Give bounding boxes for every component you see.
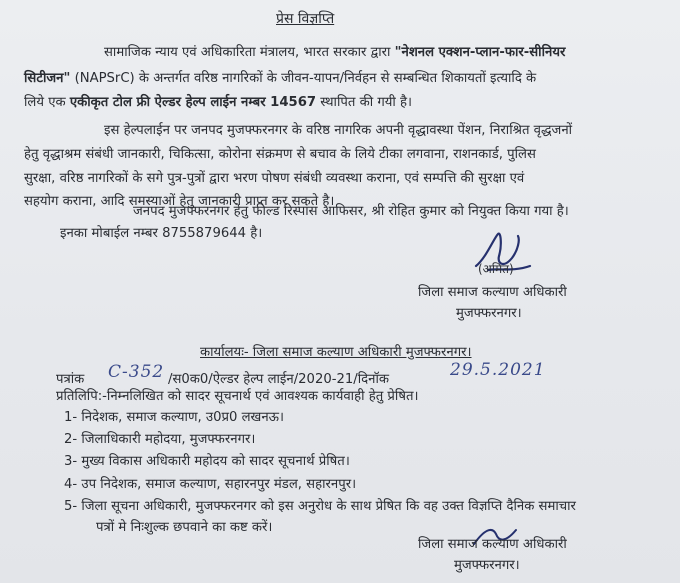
para1-line1-text: सामाजिक न्याय एवं अधिकारिता मंत्रालय, भारत सरकार द्वारा: [104, 45, 395, 60]
para1-line3-post: स्थापित की गयी है।: [316, 95, 412, 110]
helpline-number: एकीकृत टोल फ्री ऐल्डर हेल्प लाईन नम्बर 14567: [69, 95, 317, 110]
para2-line4: सहयोग कराना, आदि समस्याओं हेतु जानकारी प्राप्त कर सकते है।: [24, 194, 335, 209]
signature-name: (अमित): [478, 262, 514, 276]
scheme-name: "नेशनल एक्शन-प्लान-फार-सीनियर: [394, 45, 566, 60]
signatory-designation: जिला समाज कल्याण अधिकारी: [418, 285, 567, 300]
para1-line3: [24, 94, 412, 112]
para2-line2: हेतु वृद्धाश्रम संबंधी जानकारी, चिकित्सा, कोरोना संक्रमण से बचाव के लिये टीका लगवाना, राशनकार्ड, पुलिस: [24, 147, 536, 162]
para1-line2: [24, 70, 536, 88]
reference-text: /स0क0/ऐल्डर हेल्प लाईन/2020-21/दिनॉक: [168, 372, 389, 387]
signatory-place-2: मुजफ्फरनगर।: [454, 558, 520, 573]
scheme-name-cont: सिटीजन": [24, 71, 71, 86]
recipient-item-cont: पत्रों मे निःशुल्क छपवाने का कष्ट करें।: [96, 520, 273, 535]
reference-number-handwritten: C-352: [108, 362, 165, 382]
office-title: कार्यालयः- जिला समाज कल्याण अधिकारी मुजफ्फरनगर।: [200, 345, 472, 360]
date-handwritten: 29.5.2021: [450, 360, 546, 380]
press-release-title: प्रेस विज्ञप्ति: [276, 11, 335, 27]
recipient-item: 4- उप निदेशक, समाज कल्याण, सहारनपुर मंडल, सहारनपुर।: [64, 477, 357, 492]
signatory-designation-2: जिला समाज कल्याण अधिकारी: [418, 537, 567, 552]
para1-line3-pre: लिये एक: [24, 95, 70, 110]
para2-line1: इस हेल्पलाईन पर जनपद मुजफ्फरनगर के वरिष्ठ नागरिक अपनी वृद्धावस्था पेंशन, निराश्रित वृद्धजनों: [104, 123, 573, 138]
copy-line: प्रतिलिपि:-निम्नलिखित को सादर सूचनार्थ एवं आवश्यक कार्यवाही हेतु प्रेषित।: [56, 389, 419, 404]
para1-line2-text: (NAPSrC) के अन्तर्गत वरिष्ठ नागरिकों के जीवन-यापन/निर्वहन से सम्बन्धित शिकायतों इत्यादि के: [70, 71, 537, 86]
para3-line2: इनका मोबाईल नम्बर 8755879644 है।: [60, 226, 263, 241]
recipient-item: 2- जिलाधिकारी महोदया, मुजफ्फरनगर।: [64, 432, 256, 447]
para3-line1: जनपद मुजफ्फरनगर हेतु फील्ड रिस्पांस आफिसर, श्री रोहित कुमार को नियुक्त किया गया है।: [133, 204, 569, 219]
para1-line1: [104, 44, 565, 62]
recipient-item: 5- जिला सूचना अधिकारी, मुजफ्फरनगर को इस अनुरोध के साथ प्रेषित कि वह उक्त विज्ञप्ति दैनिक समाचार: [64, 499, 576, 514]
signatory-place: मुजफ्फरनगर।: [456, 306, 522, 321]
reference-prefix: पत्रांक: [56, 372, 85, 387]
recipient-item: 3- मुख्य विकास अधिकारी महोदय को सादर सूचनार्थ प्रेषित।: [64, 454, 350, 469]
recipient-item: 1- निदेशक, समाज कल्याण, उ0प्र0 लखनऊ।: [64, 410, 284, 425]
para2-line3: सुरक्षा, वरिष्ठ नागरिकों के सगे पुत्र-पुत्रों द्वारा भरण पोषण संबंधी व्यवस्था कराना, एवं सम्पत्ति की सुरक्षा एवं: [24, 171, 525, 186]
